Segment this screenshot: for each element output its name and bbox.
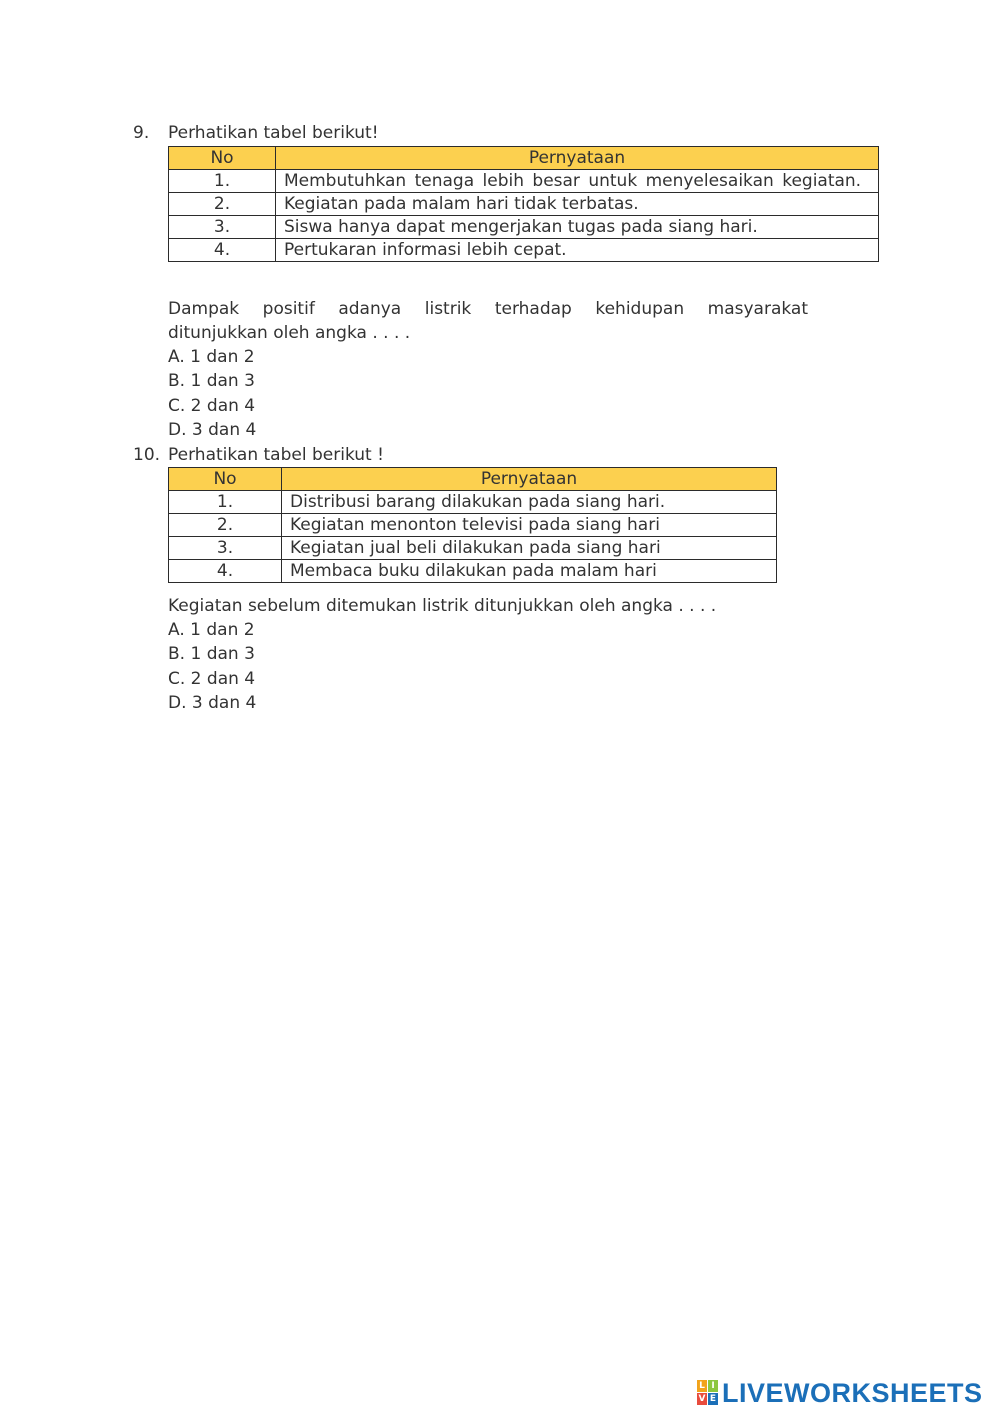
question-10-option-c[interactable]: C. 2 dan 4 [168, 669, 256, 689]
question-10-table [168, 467, 777, 583]
row-number: 3. [169, 537, 282, 560]
question-10-prompt: Perhatikan tabel berikut ! [168, 445, 384, 465]
question-10-option-a[interactable]: A. 1 dan 2 [168, 620, 255, 640]
table-header-row [169, 468, 777, 491]
question-9-table [168, 146, 879, 262]
row-number: 3. [169, 216, 276, 239]
liveworksheets-logo [697, 1378, 983, 1408]
row-number: 1. [169, 170, 276, 193]
question-10-option-d[interactable]: D. 3 dan 4 [168, 693, 257, 713]
question-9-text-line2: ditunjukkan oleh angka . . . . [168, 323, 411, 343]
question-9-option-b[interactable]: B. 1 dan 3 [168, 371, 255, 391]
table-row [169, 514, 777, 537]
table-row [169, 193, 879, 216]
logo-text: LIVEWORKSHEETS [722, 1377, 983, 1408]
logo-mark-letter: I [708, 1380, 718, 1392]
question-10-option-b[interactable]: B. 1 dan 3 [168, 644, 255, 664]
table-row [169, 537, 777, 560]
logo-mark-letter: L [697, 1380, 707, 1392]
table-row [169, 170, 879, 193]
row-statement: Kegiatan jual beli dilakukan pada siang hari [282, 537, 777, 560]
table-row [169, 216, 879, 239]
question-9-text-line1: Dampak positif adanya listrik terhadap kehidupan masyarakat [168, 299, 808, 319]
row-number: 2. [169, 193, 276, 216]
table-row [169, 560, 777, 583]
question-9-option-c[interactable]: C. 2 dan 4 [168, 396, 256, 416]
row-statement: Membutuhkan tenaga lebih besar untuk menyelesaikan kegiatan. [276, 170, 879, 193]
row-statement: Pertukaran informasi lebih cepat. [276, 239, 879, 262]
table-row [169, 239, 879, 262]
row-number: 1. [169, 491, 282, 514]
logo-mark-letter: E [709, 1394, 717, 1404]
row-statement: Distribusi barang dilakukan pada siang hari. [282, 491, 777, 514]
row-statement: Kegiatan menonton televisi pada siang hari [282, 514, 777, 537]
row-number: 2. [169, 514, 282, 537]
row-statement: Membaca buku dilakukan pada malam hari [282, 560, 777, 583]
logo-mark-icon [697, 1380, 719, 1406]
table-header-row [169, 147, 879, 170]
row-number: 4. [169, 239, 276, 262]
question-9-option-d[interactable]: D. 3 dan 4 [168, 420, 257, 440]
question-10-text: Kegiatan sebelum ditemukan listrik ditunjukkan oleh angka . . . . [168, 596, 717, 616]
header-statement: Pernyataan [282, 468, 777, 491]
question-9-number: 9. [133, 123, 150, 143]
header-no: No [169, 147, 276, 170]
row-statement: Kegiatan pada malam hari tidak terbatas. [276, 193, 879, 216]
row-statement: Siswa hanya dapat mengerjakan tugas pada siang hari. [276, 216, 879, 239]
row-number: 4. [169, 560, 282, 583]
table-row [169, 491, 777, 514]
question-10-number: 10. [133, 445, 161, 465]
question-9-prompt: Perhatikan tabel berikut! [168, 123, 379, 143]
header-no: No [169, 468, 282, 491]
question-9-option-a[interactable]: A. 1 dan 2 [168, 347, 255, 367]
logo-mark-letter: V [698, 1394, 706, 1404]
header-statement: Pernyataan [276, 147, 879, 170]
